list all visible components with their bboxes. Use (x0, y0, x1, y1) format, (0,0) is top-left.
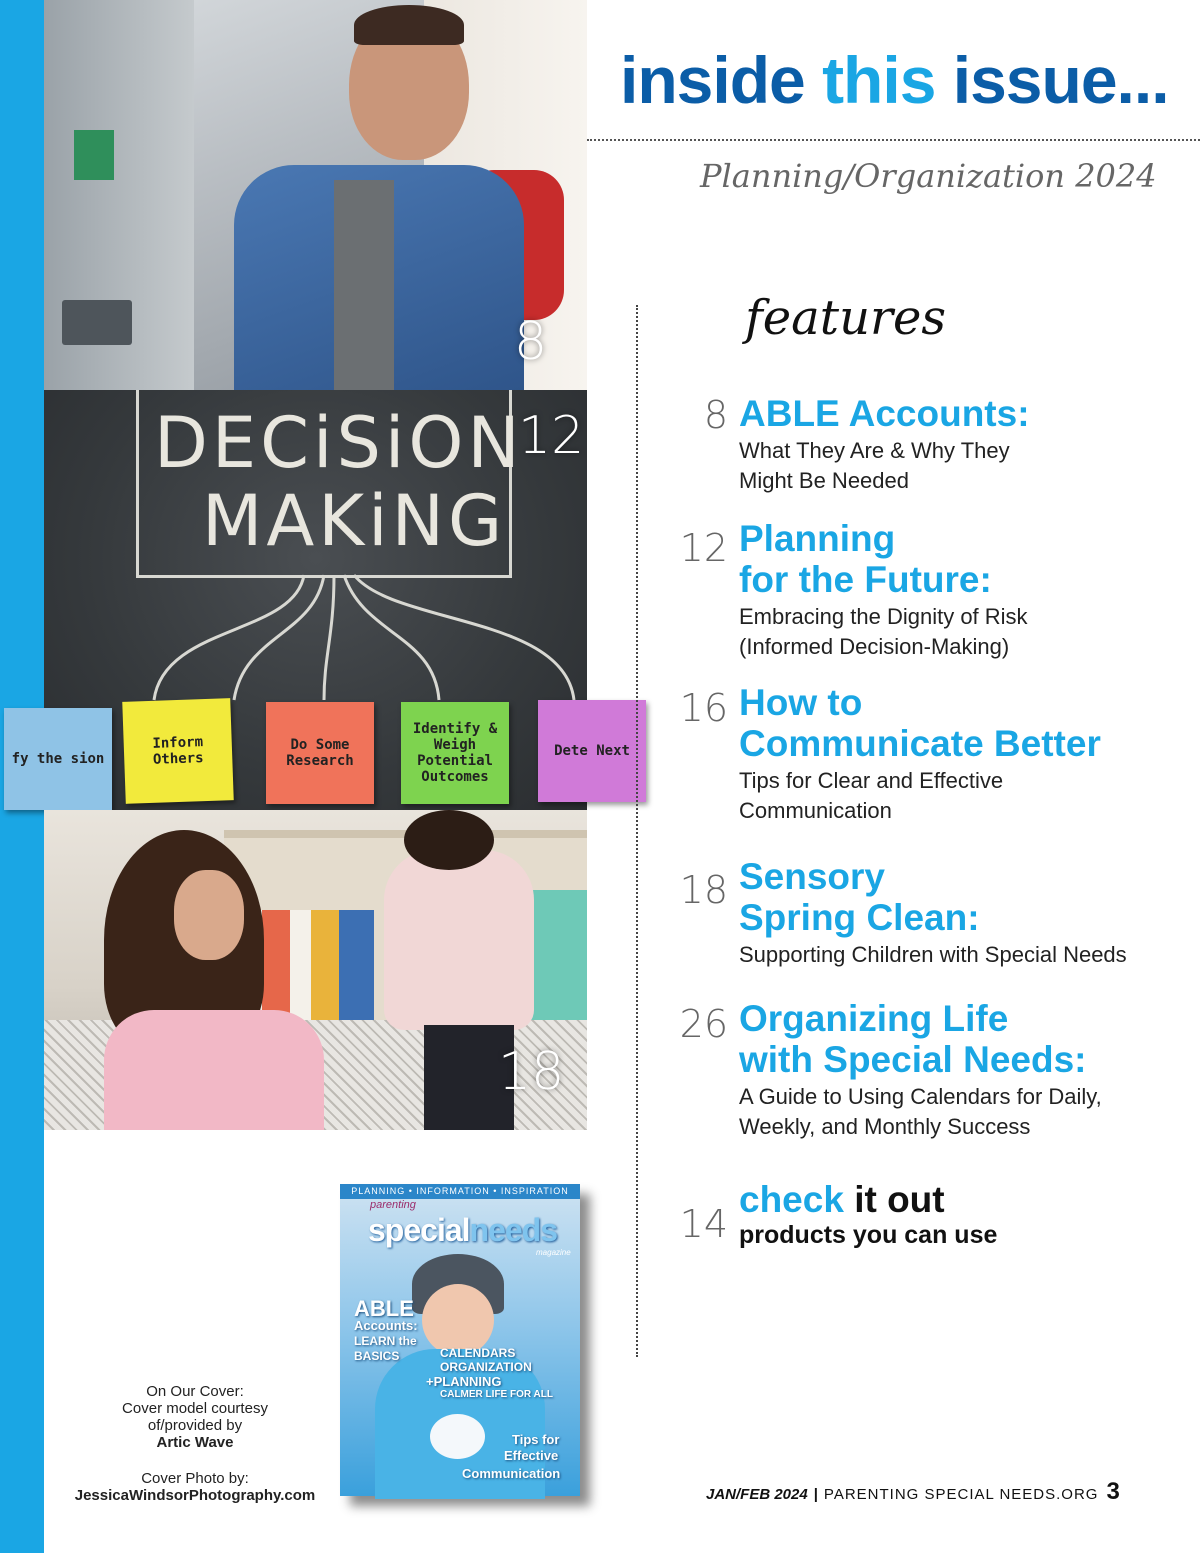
cover-headline-able: ABLE (354, 1296, 414, 1321)
sticky-note-text: Dete Next (554, 743, 630, 759)
feature-page-number: 18 (679, 868, 728, 912)
feature-title: ABLE Accounts: (739, 393, 1030, 434)
magazine-tagline: PLANNING • INFORMATION • INSPIRATION (340, 1184, 580, 1199)
page-footer (706, 1478, 1120, 1506)
cover-headline-calendars: CALENDARS (440, 1346, 516, 1360)
cover-model-name: Artic Wave (156, 1434, 234, 1451)
caption-line: Cover model courtesy (122, 1400, 268, 1417)
atm-keypad (62, 300, 132, 345)
photographer-name[interactable]: JessicaWindsorPhotography.com (74, 1487, 316, 1504)
feature-title: Planning for the Future: (739, 518, 992, 600)
feature-description: Tips for Clear and Effective Communication (739, 768, 1004, 823)
features-heading: features (745, 290, 946, 346)
issue-theme: Planning/Organization 2024 (700, 157, 1157, 195)
mother-sweater (104, 1010, 324, 1130)
horizontal-dotted-divider (587, 139, 1200, 141)
feature-page-number: 8 (703, 393, 728, 437)
family-photo (44, 810, 587, 1130)
caption-line: On Our Cover: (146, 1383, 244, 1400)
feature-description: A Guide to Using Calendars for Daily, Weekly, and Monthly Success (739, 1084, 1102, 1139)
photo-page-number: 12 (518, 406, 585, 466)
cover-headline-learn: LEARN the (354, 1334, 417, 1348)
feature-page-number: 16 (679, 686, 728, 730)
cover-headline-accounts: Accounts: (354, 1318, 418, 1333)
title-word-this: this (822, 43, 936, 117)
feature-description: Embracing the Dignity of Risk (Informed Decision-Making) (739, 604, 1028, 659)
magazine-cover-thumbnail[interactable] (340, 1184, 580, 1496)
child-hair (404, 810, 494, 870)
vertical-dotted-divider (636, 305, 638, 1357)
cover-headline-organization: ORGANIZATION (440, 1360, 532, 1374)
chalk-word-decision: DECiSiON (154, 402, 524, 484)
magazine-logo: specialneeds (368, 1212, 557, 1248)
sticky-note-text: Inform Others (152, 734, 204, 768)
photo-page-number: 8 (514, 312, 548, 372)
page-title (620, 42, 1169, 118)
feature-title: Sensory Spring Clean: (739, 856, 980, 938)
cover-headline-basics: BASICS (354, 1349, 400, 1363)
title-word-inside: inside (620, 43, 805, 117)
footer-issue: JAN/FEB 2024 (706, 1486, 808, 1503)
chalk-word-making: MAKiNG (202, 480, 507, 562)
feature-description: Supporting Children with Special Needs (739, 942, 1127, 967)
sticky-note-identify-decision (4, 708, 112, 810)
sticky-note-identify-weigh (401, 702, 509, 804)
man-hair (354, 5, 464, 45)
mother-face (174, 870, 244, 960)
check-it-out-title: check it out (739, 1179, 945, 1220)
decision-making-photo (11, 390, 630, 810)
cover-photo-credit (60, 1470, 330, 1504)
sticky-note-do-some-research (266, 702, 374, 804)
cover-headline-effective: Effective (504, 1448, 559, 1463)
cover-headline-communication: Communication (462, 1466, 561, 1481)
cover-headline-calmer: CALMER LIFE FOR ALL (440, 1389, 553, 1400)
cover-snowball (430, 1414, 485, 1459)
feature-page-number: 14 (679, 1202, 728, 1246)
sticky-note-text: Do Some Research (286, 737, 354, 769)
title-word-issue: issue... (952, 43, 1169, 117)
photo-page-number: 18 (498, 1042, 565, 1102)
sticky-note-text: Identify & Weigh Potential Outcomes (412, 721, 498, 785)
page-number: 3 (1106, 1478, 1120, 1505)
feature-page-number: 26 (679, 1002, 728, 1046)
feature-page-number: 12 (679, 526, 728, 570)
child-jacket (384, 850, 534, 1030)
chalk-branches (44, 575, 587, 705)
magazine-logo-top: parenting (370, 1199, 416, 1211)
credit-line: Cover Photo by: (141, 1470, 249, 1487)
magazine-logo-bottom: magazine (536, 1248, 571, 1257)
sticky-note-determine-next (538, 700, 646, 802)
cover-caption (60, 1383, 330, 1451)
sticky-note-inform-others (122, 698, 233, 804)
cover-headline-tips: Tips for (512, 1432, 560, 1447)
feature-title: Organizing Life with Special Needs: (739, 998, 1087, 1080)
grey-shirt (334, 180, 394, 390)
feature-description: What They Are & Why They Might Be Needed (739, 438, 1010, 493)
caption-line: of/provided by (147, 1417, 243, 1434)
sticky-note-text: fy the sion (11, 751, 105, 767)
atm-photo (44, 0, 587, 390)
feature-title: How to Communicate Better (739, 682, 1101, 764)
check-it-out-description: products you can use (739, 1221, 998, 1249)
footer-separator: | (813, 1486, 818, 1503)
footer-site[interactable]: PARENTING SPECIAL NEEDS.ORG (823, 1486, 1099, 1503)
atm-screen (74, 130, 114, 180)
cover-headline-planning: +PLANNING (426, 1374, 502, 1389)
